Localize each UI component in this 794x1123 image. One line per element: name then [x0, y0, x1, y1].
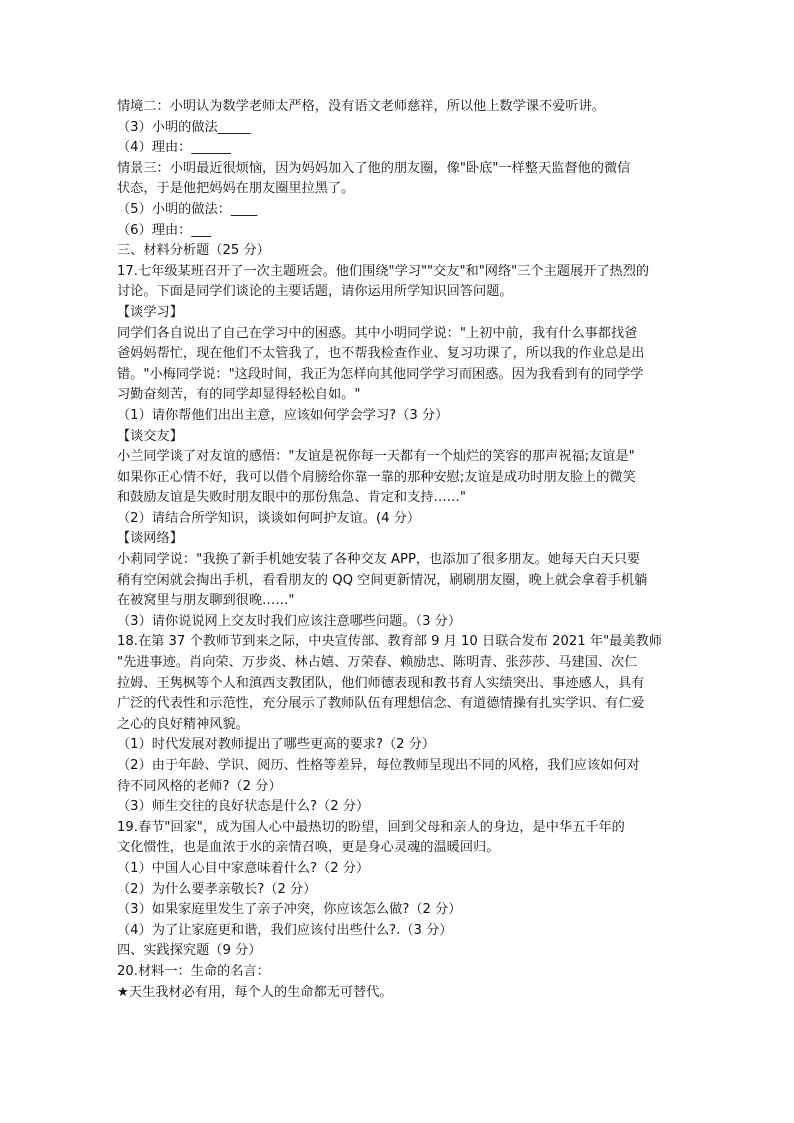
text-line: "先进事迹。肖向荣、万步炎、林占嬉、万荣春、赖励忠、陈明青、张莎莎、马建国、次仁 — [117, 655, 638, 671]
text-line: 稍有空闲就会掏出手机，看看朋友的 QQ 空间更新情况，刷刷朋友圈，晚上就会拿着手机躺 — [117, 572, 648, 588]
text-line: （1）时代发展对教师提出了哪些更高的要求?（2 分） — [117, 737, 436, 753]
text-line: 【谈网络】 — [117, 531, 183, 547]
text-line: 【谈学习】 — [117, 304, 183, 320]
text-line: 讨论。下面是同学们谈论的主要话题，请你运用所学知识回答问题。 — [117, 284, 513, 300]
document-page — [117, 97, 687, 1003]
text-line: 三、材料分析题（25 分） — [117, 243, 270, 259]
text-line: 四、实践探究题（9 分） — [117, 943, 262, 959]
text-line: 情境二：小明认为数学老师太严格，没有语文老师慈祥，所以他上数学课不爱听讲。 — [117, 99, 605, 114]
text-line: （5）小明的做法：____ — [117, 201, 258, 217]
text-line: 文化惯性，也是血浓于水的亲情召唤，更是身心灵魂的温暖回归。 — [117, 840, 500, 856]
text-line: （3）如果家庭里发生了亲子冲突，你应该怎么做?（2 分） — [117, 902, 462, 918]
text-line: 习勤奋刻苦，有的同学却显得轻松自如。" — [117, 387, 361, 403]
text-line: （2）为什么要孝亲敬长?（2 分） — [117, 881, 317, 897]
text-line: 19.春节"回家"，成为国人心中最热切的盼望，回到父母和亲人的身边，是中华五千年的 — [117, 819, 625, 835]
text-line: 20.材料一：生命的名言： — [117, 963, 270, 979]
text-line: 爸妈妈帮忙，现在他们不太管我了，也不帮我检查作业、复习功课了，所以我的作业总是出 — [117, 346, 645, 362]
text-line: （3）小明的做法_____ — [117, 119, 251, 135]
text-line: 之心的良好精神风貌。 — [117, 716, 249, 732]
text-line: 【谈交友】 — [117, 428, 183, 444]
text-line: （6）理由：___ — [117, 222, 212, 238]
text-line: 错。"小梅同学说："这段时间，我正为怎样向其他同学学习而困惑。因为我看到有的同学学 — [117, 366, 644, 382]
text-line: （3）请你说说网上交友时我们应该注意哪些问题。（3 分） — [117, 613, 462, 629]
text-line: 在被窝里与朋友聊到很晚……" — [117, 593, 295, 609]
text-line: 同学们各自说出了自己在学习中的困惑。其中小明同学说："上初中前，我有什么事都找爸 — [117, 325, 638, 341]
text-line: （2）由于年龄、学识、阅历、性格等差异，每位教师呈现出不同的风格，我们应该如何对 — [117, 758, 640, 773]
text-line: 情景三：小明最近很烦恼，因为妈妈加入了他的朋友圈，像"卧底"一样整天监督他的微信 — [117, 160, 631, 176]
text-line: 小莉同学说："我换了新手机她安装了各种交友 APP，也添加了很多朋友。她每天白天只要 — [117, 552, 641, 568]
text-line: （4）理由：______ — [117, 140, 231, 156]
text-line: 待不同风格的老师?（2 分） — [117, 778, 282, 794]
text-line: 17.七年级某班召开了一次主题班会。他们围绕"学习""交友"和"网络"三个主题展开了热烈的 — [117, 263, 650, 279]
text-line: 18.在第 37 个教师节到来之际，中央宣传部、教育部 9 月 10 日联合发布 2021 年"最美教师 — [117, 634, 662, 650]
text-line: （1）请你帮他们出出主意，应该如何学会学习?（3 分） — [117, 407, 449, 423]
text-line: 小兰同学谈了对友谊的感悟："友谊是祝你每一天都有一个灿烂的笑容的那声祝福;友谊是" — [117, 449, 635, 465]
text-line: 广泛的代表性和示范性，充分展示了教师队伍有理想信念、有道德情操有扎实学识、有仁爱 — [117, 696, 645, 712]
text-line: （2）请结合所学知识，谈谈如何呵护友谊。(4 分） — [117, 510, 421, 526]
text-line: 如果你正心情不好，我可以借个肩膀给你靠一靠的那种安慰;友谊是成功时朋友脸上的微笑 — [117, 469, 636, 485]
text-line: 和鼓励友谊是失败时朋友眼中的那份焦急、肯定和支持……" — [117, 490, 466, 506]
text-line: ★天生我材必有用，每个人的生命都无可替代。 — [117, 984, 393, 1000]
text-line: （1）中国人心目中家意味着什么?（2 分） — [117, 860, 370, 876]
text-line: 状态，于是他把妈妈在朋友圈里拉黑了。 — [117, 181, 355, 197]
text-line: （3）师生交往的良好状态是什么?（2 分） — [117, 799, 370, 815]
text-line: 拉姆、王隽枫等个人和滇西支教团队，他们师德表现和教书育人实绩突出、事迹感人，具有 — [117, 675, 645, 691]
text-line: （4）为了让家庭更和谐，我们应该付出些什么?.（3 分） — [117, 922, 453, 938]
